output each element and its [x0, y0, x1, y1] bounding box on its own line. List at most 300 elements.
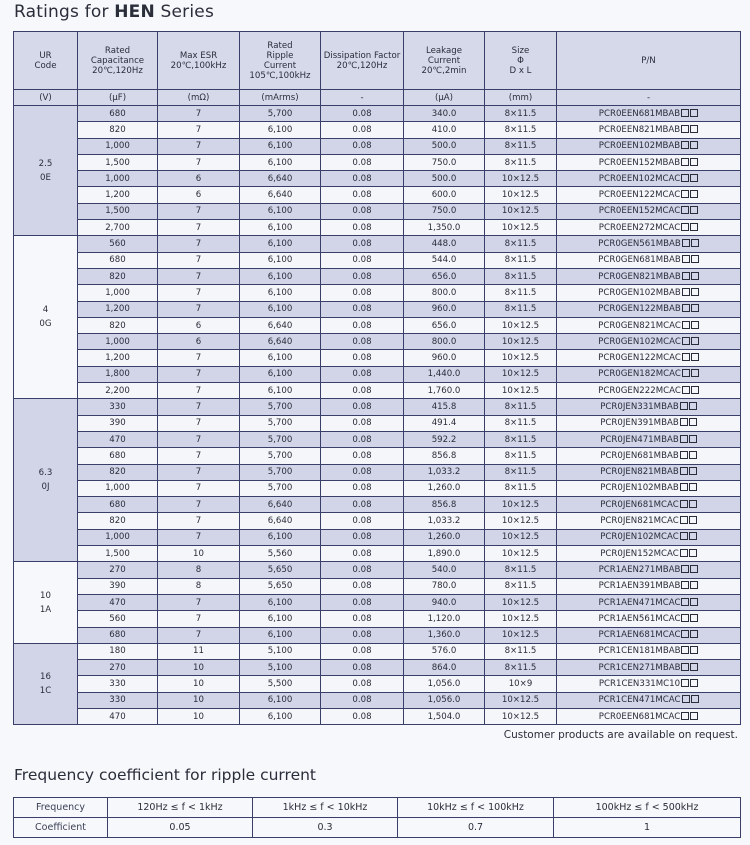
- size-value: 8×11.5: [504, 450, 537, 461]
- dissipation-factor-cell: [321, 252, 404, 268]
- max-esr-cell: [158, 562, 240, 578]
- dissipation-factor-value: 0.08: [352, 287, 372, 298]
- size-cell: [485, 301, 557, 317]
- leakage-current-value: 415.8: [431, 401, 457, 412]
- placeholder-box-icon: [690, 663, 698, 671]
- placeholder-box-icon: [689, 451, 697, 459]
- size-value: 10×12.5: [501, 499, 540, 510]
- max-esr-cell: [158, 154, 240, 170]
- leakage-current-value: 656.0: [431, 320, 457, 331]
- table-row: [14, 546, 741, 562]
- ripple-current-cell: [240, 220, 321, 236]
- placeholder-box-icon: [682, 353, 690, 361]
- ripple-current-cell: [240, 513, 321, 529]
- dissipation-factor-value: 0.08: [352, 646, 372, 657]
- voltage-code: 0G: [39, 319, 52, 330]
- part-number-cell: [557, 546, 741, 562]
- capacitance-cell: [78, 643, 158, 659]
- capacitance-cell: [78, 611, 158, 627]
- leakage-current-value: 856.8: [431, 499, 457, 510]
- size-cell: [485, 676, 557, 692]
- dissipation-factor-value: 0.08: [352, 711, 372, 722]
- max-esr-value: 7: [195, 499, 202, 510]
- max-esr-cell: [158, 285, 240, 301]
- ripple-current-value: 5,700: [267, 467, 293, 478]
- header-line: P/N: [641, 55, 656, 66]
- col-header-max-esr: [158, 32, 240, 90]
- frequency-range: 100kHz ≤ f < 500kHz: [554, 798, 741, 818]
- dissipation-factor-value: 0.08: [352, 516, 372, 527]
- dissipation-factor-value: 0.08: [352, 271, 372, 282]
- placeholder-box-icon: [689, 435, 697, 443]
- table-row: [14, 268, 741, 284]
- part-number-cell: [557, 692, 741, 708]
- part-number-value: PCR0GEN821MCAC: [598, 320, 681, 331]
- leakage-current-cell: [404, 334, 485, 350]
- part-number-cell: [557, 350, 741, 366]
- part-number-cell: [557, 383, 741, 399]
- max-esr-value: 7: [195, 304, 202, 315]
- part-number-value: PCR0GEN561MBAB: [598, 239, 681, 250]
- ripple-current-cell: [240, 464, 321, 480]
- dissipation-factor-cell: [321, 220, 404, 236]
- capacitance-value: 1,000: [105, 532, 130, 543]
- dissipation-factor-cell: [321, 448, 404, 464]
- coefficient-value: 0.05: [108, 818, 253, 838]
- leakage-current-cell: [404, 627, 485, 643]
- custom-products-note: Customer products are available on request.: [503, 729, 738, 741]
- size-cell: [485, 431, 557, 447]
- size-value: 8×11.5: [504, 239, 537, 250]
- ripple-current-value: 6,100: [267, 239, 293, 250]
- table-row: [14, 480, 741, 496]
- dissipation-factor-value: 0.08: [352, 304, 372, 315]
- ripple-current-value: 5,100: [267, 662, 293, 673]
- ripple-current-cell: [240, 562, 321, 578]
- leakage-current-cell: [404, 122, 485, 138]
- capacitance-value: 270: [109, 564, 126, 575]
- size-value: 10×12.5: [501, 711, 540, 722]
- placeholder-box-icon: [681, 174, 689, 182]
- ripple-current-cell: [240, 252, 321, 268]
- coefficient-value: 0.7: [398, 818, 554, 838]
- leakage-current-cell: [404, 350, 485, 366]
- max-esr-value: 7: [195, 157, 202, 168]
- max-esr-value: 7: [195, 418, 202, 429]
- table-row: [14, 154, 741, 170]
- capacitance-cell: [78, 627, 158, 643]
- table-row: [14, 415, 741, 431]
- leakage-current-cell: [404, 513, 485, 529]
- table-row: [14, 497, 741, 513]
- size-value: 10×12.5: [501, 222, 540, 233]
- table-row: [14, 285, 741, 301]
- capacitance-cell: [78, 415, 158, 431]
- capacitance-value: 1,500: [105, 548, 130, 559]
- part-number-cell: [557, 448, 741, 464]
- capacitance-value: 330: [109, 679, 126, 690]
- placeholder-box-icon: [681, 581, 689, 589]
- table-row: [14, 643, 741, 659]
- part-number-cell: [557, 660, 741, 676]
- units-row: [14, 90, 741, 106]
- leakage-current-cell: [404, 611, 485, 627]
- dissipation-factor-value: 0.08: [352, 418, 372, 429]
- ripple-current-cell: [240, 350, 321, 366]
- capacitance-cell: [78, 285, 158, 301]
- capacitance-cell: [78, 220, 158, 236]
- col-header-dissipation-factor: [321, 32, 404, 90]
- max-esr-value: 7: [195, 630, 202, 641]
- part-number-cell: [557, 611, 741, 627]
- capacitance-value: 1,200: [105, 353, 130, 364]
- max-esr-cell: [158, 480, 240, 496]
- max-esr-value: 7: [195, 239, 202, 250]
- capacitance-value: 680: [109, 630, 126, 641]
- part-number-cell: [557, 301, 741, 317]
- capacitance-value: 680: [109, 450, 126, 461]
- leakage-current-value: 500.0: [431, 173, 457, 184]
- size-value: 10×12.5: [501, 695, 540, 706]
- header-line: D x L: [509, 65, 532, 76]
- max-esr-cell: [158, 611, 240, 627]
- max-esr-value: 10: [193, 662, 204, 673]
- capacitance-cell: [78, 399, 158, 415]
- table-row: [14, 431, 741, 447]
- placeholder-box-icon: [682, 239, 690, 247]
- part-number-value: PCR0JEN471MBAB: [600, 434, 679, 445]
- table-row: [14, 317, 741, 333]
- leakage-current-cell: [404, 594, 485, 610]
- unit-cell: (μA): [404, 90, 485, 106]
- ripple-current-cell: [240, 594, 321, 610]
- placeholder-box-icon: [690, 598, 698, 606]
- size-value: 8×11.5: [504, 271, 537, 282]
- placeholder-box-icon: [691, 255, 699, 263]
- placeholder-box-icon: [680, 500, 688, 508]
- part-number-value: PCR0EEN152MBAB: [598, 157, 681, 168]
- capacitance-value: 820: [109, 271, 126, 282]
- placeholder-box-icon: [680, 451, 688, 459]
- capacitance-cell: [78, 480, 158, 496]
- capacitance-cell: [78, 578, 158, 594]
- table-row: [14, 708, 741, 724]
- table-row: [14, 122, 741, 138]
- voltage-code: 1C: [39, 686, 52, 697]
- max-esr-value: 7: [195, 434, 202, 445]
- placeholder-box-icon: [691, 321, 699, 329]
- size-cell: [485, 220, 557, 236]
- capacitance-cell: [78, 497, 158, 513]
- part-number-cell: [557, 594, 741, 610]
- ripple-current-cell: [240, 383, 321, 399]
- coefficient-value: 0.3: [253, 818, 398, 838]
- ripple-current-value: 6,100: [267, 353, 293, 364]
- dissipation-factor-cell: [321, 366, 404, 382]
- placeholder-box-icon: [681, 598, 689, 606]
- placeholder-box-icon: [689, 500, 697, 508]
- leakage-current-cell: [404, 138, 485, 154]
- placeholder-box-icon: [691, 288, 699, 296]
- max-esr-cell: [158, 676, 240, 692]
- max-esr-cell: [158, 660, 240, 676]
- page-title: [14, 2, 214, 22]
- placeholder-box-icon: [681, 712, 689, 720]
- leakage-current-value: 856.8: [431, 450, 457, 461]
- leakage-current-value: 960.0: [431, 353, 457, 364]
- capacitance-cell: [78, 562, 158, 578]
- part-number-value: PCR0GEN222MCAC: [598, 385, 681, 396]
- part-number-value: PCR0JEN152MCAC: [600, 548, 679, 559]
- part-number-value: PCR0JEN821MBAB: [600, 467, 679, 478]
- max-esr-cell: [158, 513, 240, 529]
- capacitance-value: 820: [109, 467, 126, 478]
- placeholder-box-icon: [689, 483, 697, 491]
- dissipation-factor-cell: [321, 171, 404, 187]
- dissipation-factor-value: 0.08: [352, 255, 372, 266]
- leakage-current-cell: [404, 578, 485, 594]
- part-number-value: PCR0GEN182MCAC: [598, 369, 681, 380]
- size-cell: [485, 708, 557, 724]
- part-number-cell: [557, 268, 741, 284]
- size-value: 10×9: [508, 679, 533, 690]
- placeholder-box-icon: [682, 304, 690, 312]
- max-esr-cell: [158, 692, 240, 708]
- part-number-cell: [557, 122, 741, 138]
- leakage-current-value: 800.0: [431, 287, 457, 298]
- ripple-current-value: 5,700: [267, 418, 293, 429]
- dissipation-factor-cell: [321, 578, 404, 594]
- max-esr-cell: [158, 708, 240, 724]
- dissipation-factor-value: 0.08: [352, 157, 372, 168]
- part-number-value: PCR0JEN821MCAC: [600, 516, 679, 527]
- placeholder-box-icon: [681, 614, 689, 622]
- ripple-current-value: 6,100: [267, 287, 293, 298]
- dissipation-factor-cell: [321, 513, 404, 529]
- dissipation-factor-value: 0.08: [352, 320, 372, 331]
- part-number-cell: [557, 236, 741, 252]
- placeholder-box-icon: [690, 581, 698, 589]
- leakage-current-cell: [404, 708, 485, 724]
- max-esr-value: 8: [195, 581, 202, 592]
- placeholder-box-icon: [691, 337, 699, 345]
- dissipation-factor-value: 0.08: [352, 239, 372, 250]
- ripple-current-value: 5,100: [267, 646, 293, 657]
- ripple-current-cell: [240, 676, 321, 692]
- rated-voltage: 4: [42, 305, 49, 316]
- unit-cell: (mArms): [240, 90, 321, 106]
- ripple-current-value: 6,640: [267, 499, 293, 510]
- max-esr-value: 7: [195, 287, 202, 298]
- size-cell: [485, 366, 557, 382]
- leakage-current-cell: [404, 692, 485, 708]
- ripple-current-value: 5,650: [267, 564, 293, 575]
- leakage-current-value: 1,890.0: [427, 548, 461, 559]
- part-number-cell: [557, 529, 741, 545]
- part-number-value: PCR0EEN152MCAC: [598, 206, 681, 217]
- size-cell: [485, 497, 557, 513]
- leakage-current-value: 1,360.0: [427, 630, 461, 641]
- capacitance-value: 1,500: [105, 206, 130, 217]
- max-esr-value: 7: [195, 141, 202, 152]
- table-row: [14, 187, 741, 203]
- header-line: Dissipation Factor: [323, 50, 401, 61]
- max-esr-value: 8: [195, 564, 202, 575]
- placeholder-box-icon: [680, 549, 688, 557]
- placeholder-box-icon: [690, 630, 698, 638]
- leakage-current-cell: [404, 187, 485, 203]
- max-esr-value: 7: [195, 467, 202, 478]
- ripple-current-value: 5,700: [267, 434, 293, 445]
- col-header-leakage-current: [404, 32, 485, 90]
- size-value: 8×11.5: [504, 662, 537, 673]
- capacitance-value: 1,000: [105, 141, 130, 152]
- ripple-current-cell: [240, 154, 321, 170]
- leakage-current-value: 1,033.2: [427, 467, 461, 478]
- size-value: 8×11.5: [504, 304, 537, 315]
- capacitance-value: 1,000: [105, 287, 130, 298]
- ripple-current-value: 6,100: [267, 630, 293, 641]
- capacitance-value: 1,200: [105, 304, 130, 315]
- ripple-current-cell: [240, 399, 321, 415]
- part-number-value: PCR0EEN102MBAB: [598, 141, 681, 152]
- max-esr-value: 7: [195, 222, 202, 233]
- dissipation-factor-cell: [321, 301, 404, 317]
- leakage-current-cell: [404, 285, 485, 301]
- dissipation-factor-value: 0.08: [352, 206, 372, 217]
- max-esr-cell: [158, 415, 240, 431]
- max-esr-value: 6: [195, 190, 202, 201]
- part-number-value: PCR0EEN122MCAC: [598, 190, 681, 201]
- ripple-current-value: 5,700: [267, 108, 293, 119]
- dissipation-factor-cell: [321, 203, 404, 219]
- size-value: 8×11.5: [504, 255, 537, 266]
- ripple-current-value: 5,700: [267, 483, 293, 494]
- voltage-group-cell: [14, 643, 78, 724]
- rated-voltage: 6.3: [38, 468, 53, 479]
- header-line: Current: [427, 55, 461, 66]
- frequency-row: [14, 798, 741, 818]
- capacitance-cell: [78, 203, 158, 219]
- capacitance-cell: [78, 448, 158, 464]
- frequency-range: 120Hz ≤ f < 1kHz: [108, 798, 253, 818]
- max-esr-cell: [158, 122, 240, 138]
- max-esr-cell: [158, 464, 240, 480]
- placeholder-box-icon: [689, 516, 697, 524]
- unit-cell: -: [557, 90, 741, 106]
- capacitance-cell: [78, 187, 158, 203]
- ripple-current-cell: [240, 578, 321, 594]
- header-line: Size: [511, 45, 530, 56]
- max-esr-value: 7: [195, 532, 202, 543]
- capacitance-cell: [78, 350, 158, 366]
- table-row: [14, 513, 741, 529]
- part-number-value: PCR0JEN681MBAB: [600, 450, 679, 461]
- size-value: 10×12.5: [501, 597, 540, 608]
- size-cell: [485, 529, 557, 545]
- unit-cell: (mΩ): [158, 90, 240, 106]
- ripple-current-cell: [240, 448, 321, 464]
- capacitance-value: 390: [109, 418, 126, 429]
- dissipation-factor-cell: [321, 464, 404, 480]
- leakage-current-value: 1,033.2: [427, 516, 461, 527]
- leakage-current-value: 864.0: [431, 662, 457, 673]
- dissipation-factor-cell: [321, 350, 404, 366]
- placeholder-box-icon: [681, 190, 689, 198]
- max-esr-cell: [158, 334, 240, 350]
- ripple-current-cell: [240, 415, 321, 431]
- table-row: [14, 627, 741, 643]
- placeholder-box-icon: [689, 549, 697, 557]
- capacitance-value: 820: [109, 124, 126, 135]
- max-esr-value: 7: [195, 401, 202, 412]
- table-row: [14, 138, 741, 154]
- ripple-current-value: 6,100: [267, 711, 293, 722]
- dissipation-factor-cell: [321, 611, 404, 627]
- placeholder-box-icon: [681, 565, 689, 573]
- max-esr-value: 7: [195, 108, 202, 119]
- max-esr-value: 11: [193, 646, 204, 657]
- placeholder-box-icon: [690, 174, 698, 182]
- capacitance-value: 390: [109, 581, 126, 592]
- placeholder-box-icon: [691, 369, 699, 377]
- size-cell: [485, 562, 557, 578]
- ripple-current-cell: [240, 366, 321, 382]
- size-cell: [485, 480, 557, 496]
- size-cell: [485, 236, 557, 252]
- placeholder-box-icon: [681, 646, 689, 654]
- voltage-code: 0J: [41, 482, 50, 493]
- max-esr-cell: [158, 448, 240, 464]
- placeholder-box-icon: [681, 663, 689, 671]
- leakage-current-cell: [404, 431, 485, 447]
- capacitance-cell: [78, 676, 158, 692]
- leakage-current-cell: [404, 399, 485, 415]
- capacitance-value: 470: [109, 434, 126, 445]
- col-header-voltage-code: [14, 32, 78, 90]
- size-value: 8×11.5: [504, 434, 537, 445]
- size-cell: [485, 513, 557, 529]
- table-row: [14, 171, 741, 187]
- ripple-current-value: 6,640: [267, 320, 293, 331]
- leakage-current-value: 656.0: [431, 271, 457, 282]
- table-row: [14, 529, 741, 545]
- size-value: 10×12.5: [501, 516, 540, 527]
- leakage-current-cell: [404, 268, 485, 284]
- max-esr-value: 10: [193, 711, 204, 722]
- placeholder-box-icon: [691, 304, 699, 312]
- placeholder-box-icon: [682, 695, 690, 703]
- dissipation-factor-value: 0.08: [352, 597, 372, 608]
- size-cell: [485, 464, 557, 480]
- dissipation-factor-value: 0.08: [352, 613, 372, 624]
- part-number-value: PCR0GEN102MCAC: [598, 336, 681, 347]
- max-esr-value: 7: [195, 353, 202, 364]
- placeholder-box-icon: [690, 158, 698, 166]
- max-esr-value: 7: [195, 271, 202, 282]
- max-esr-cell: [158, 268, 240, 284]
- table-row: [14, 203, 741, 219]
- ripple-current-cell: [240, 611, 321, 627]
- placeholder-box-icon: [680, 402, 688, 410]
- rated-voltage: 10: [40, 590, 51, 601]
- capacitance-cell: [78, 692, 158, 708]
- part-number-cell: [557, 334, 741, 350]
- leakage-current-value: 1,260.0: [427, 483, 461, 494]
- part-number-value: PCR0GEN821MBAB: [598, 271, 681, 282]
- header-line: Leakage: [425, 45, 463, 56]
- leakage-current-value: 540.0: [431, 564, 457, 575]
